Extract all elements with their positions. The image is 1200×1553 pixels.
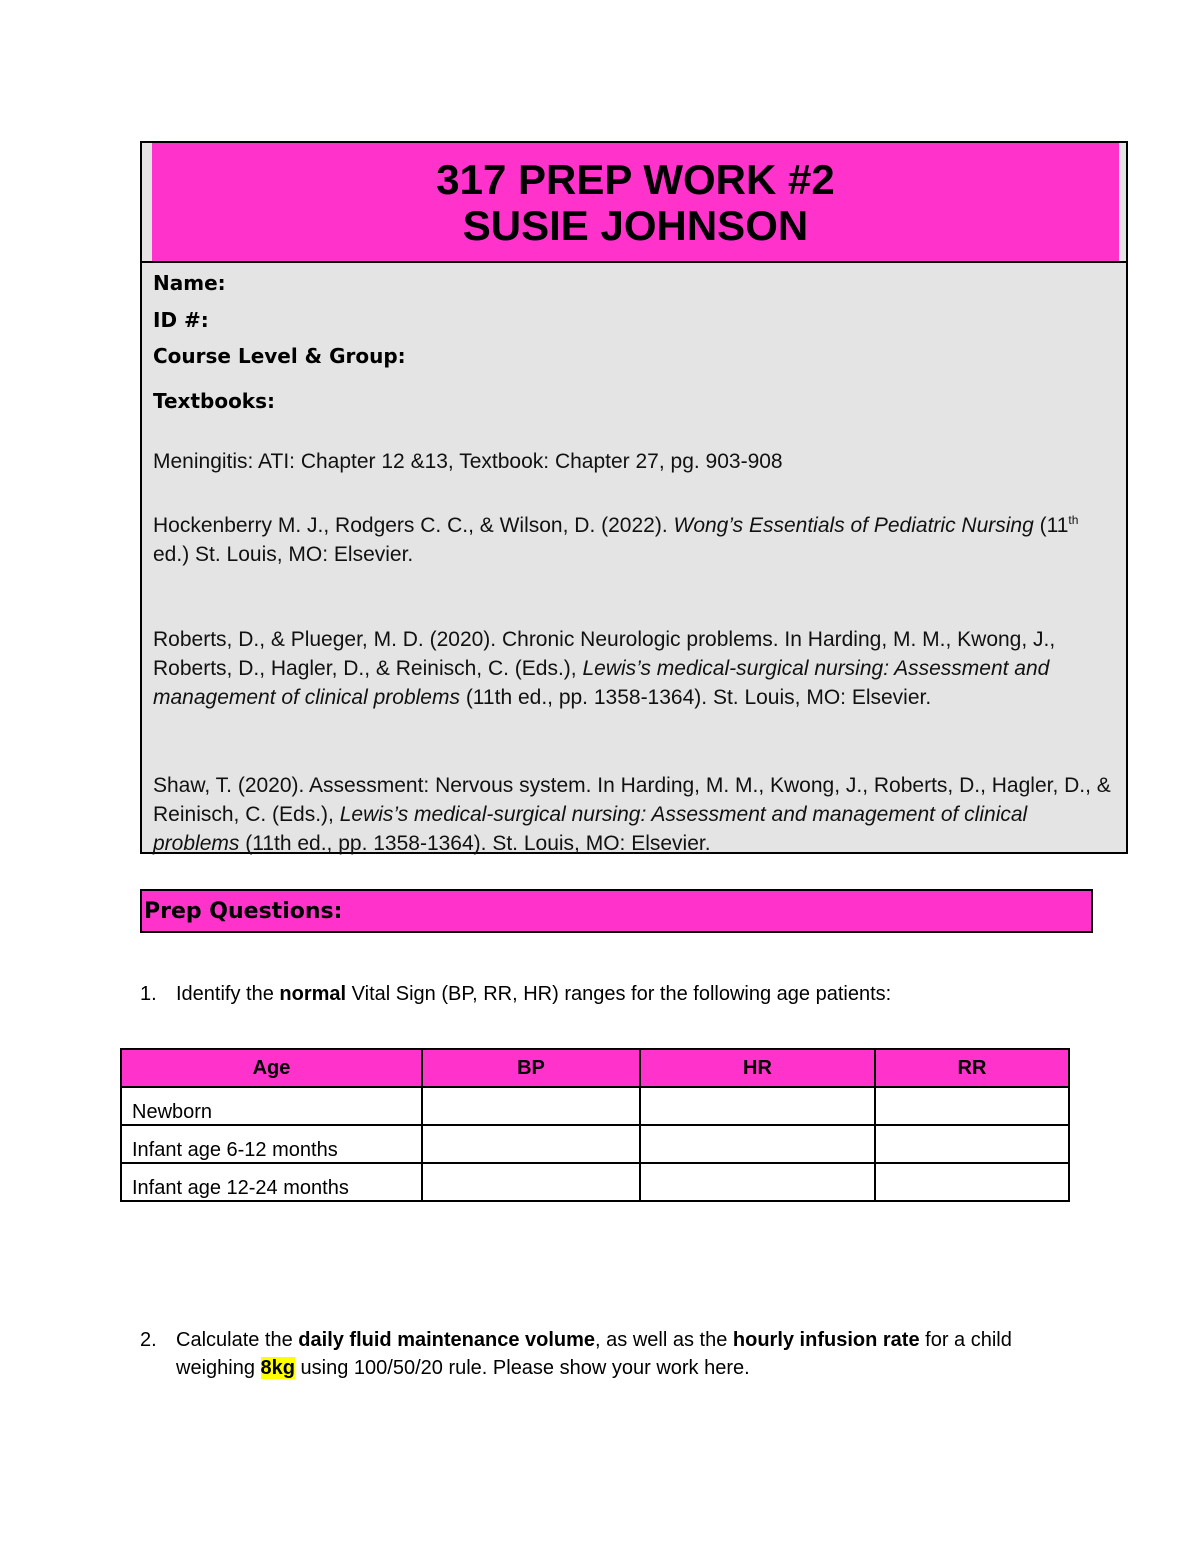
col-hr: HR: [640, 1049, 875, 1087]
age-cell: Infant age 6-12 months: [121, 1125, 422, 1163]
title-line-1: 317 PREP WORK #2: [436, 156, 835, 203]
reference-3: Roberts, D., & Plueger, M. D. (2020). Chronic Neurologic problems. In Harding, M. M., Kwong, J., Roberts, D., Hagler, D., & Reinisch, C. (Eds.), Lewis’s medical-surgical nursing: Assessment and management of clinical problems (11th ed., pp. 1358-1364). St. Louis, MO: Elsevier.: [153, 628, 1056, 709]
rr-input-cell[interactable]: [875, 1125, 1069, 1163]
question-2-text: Calculate the daily fluid maintenance volume, as well as the hourly infusion rate for a child weighing 8kg using 100/50/20 rule. Please show your work here.: [176, 1329, 1012, 1379]
weight-highlight: 8kg: [260, 1357, 295, 1379]
course-label: Course Level & Group:: [153, 344, 406, 368]
table-header-row: [121, 1049, 1069, 1087]
col-age: Age: [121, 1049, 422, 1087]
question-2-number: 2.: [140, 1329, 157, 1351]
info-panel: [140, 141, 1128, 854]
reference-4: Shaw, T. (2020). Assessment: Nervous system. In Harding, M. M., Kwong, J., Roberts, D., Hagler, D., & Reinisch, C. (Eds.), Lewis’s medical-surgical nursing: Assessment and management of clinical problems (11th ed., pp. 1358-1364). St. Louis, MO: Elsevier.: [153, 774, 1111, 855]
age-cell: Newborn: [121, 1087, 422, 1125]
title-line-2: SUSIE JOHNSON: [462, 202, 809, 249]
hr-input-cell[interactable]: [640, 1163, 875, 1201]
question-1-text: Identify the normal Vital Sign (BP, RR, HR) ranges for the following age patients:: [176, 983, 892, 1005]
bp-input-cell[interactable]: [422, 1087, 640, 1125]
reference-2: Hockenberry M. J., Rodgers C. C., & Wilson, D. (2022). Wong’s Essentials of Pediatric Nursing (11th ed.) St. Louis, MO: Elsevier.: [153, 513, 1079, 566]
rr-input-cell[interactable]: [875, 1087, 1069, 1125]
col-bp: BP: [422, 1049, 640, 1087]
hr-input-cell[interactable]: [640, 1087, 875, 1125]
question-2: [140, 1326, 1040, 1386]
name-label: Name:: [153, 271, 226, 295]
textbooks-label: Textbooks:: [153, 389, 276, 413]
table-row: [121, 1087, 1069, 1125]
question-1: [140, 980, 1040, 1010]
bp-input-cell[interactable]: [422, 1163, 640, 1201]
question-1-number: 1.: [140, 983, 157, 1005]
prep-questions-heading: Prep Questions:: [144, 899, 343, 924]
table-row: [121, 1163, 1069, 1201]
id-label: ID #:: [153, 308, 209, 332]
hr-input-cell[interactable]: [640, 1125, 875, 1163]
title-banner: [152, 143, 1119, 261]
age-cell: Infant age 12-24 months: [121, 1163, 422, 1201]
reference-1: Meningitis: ATI: Chapter 12 &13, Textbook: Chapter 27, pg. 903-908: [153, 450, 783, 473]
bp-input-cell[interactable]: [422, 1125, 640, 1163]
rr-input-cell[interactable]: [875, 1163, 1069, 1201]
table-row: [121, 1125, 1069, 1163]
col-rr: RR: [875, 1049, 1069, 1087]
divider: [142, 261, 1126, 263]
vital-signs-table: [120, 1048, 1070, 1202]
prep-questions-header: [140, 889, 1093, 933]
